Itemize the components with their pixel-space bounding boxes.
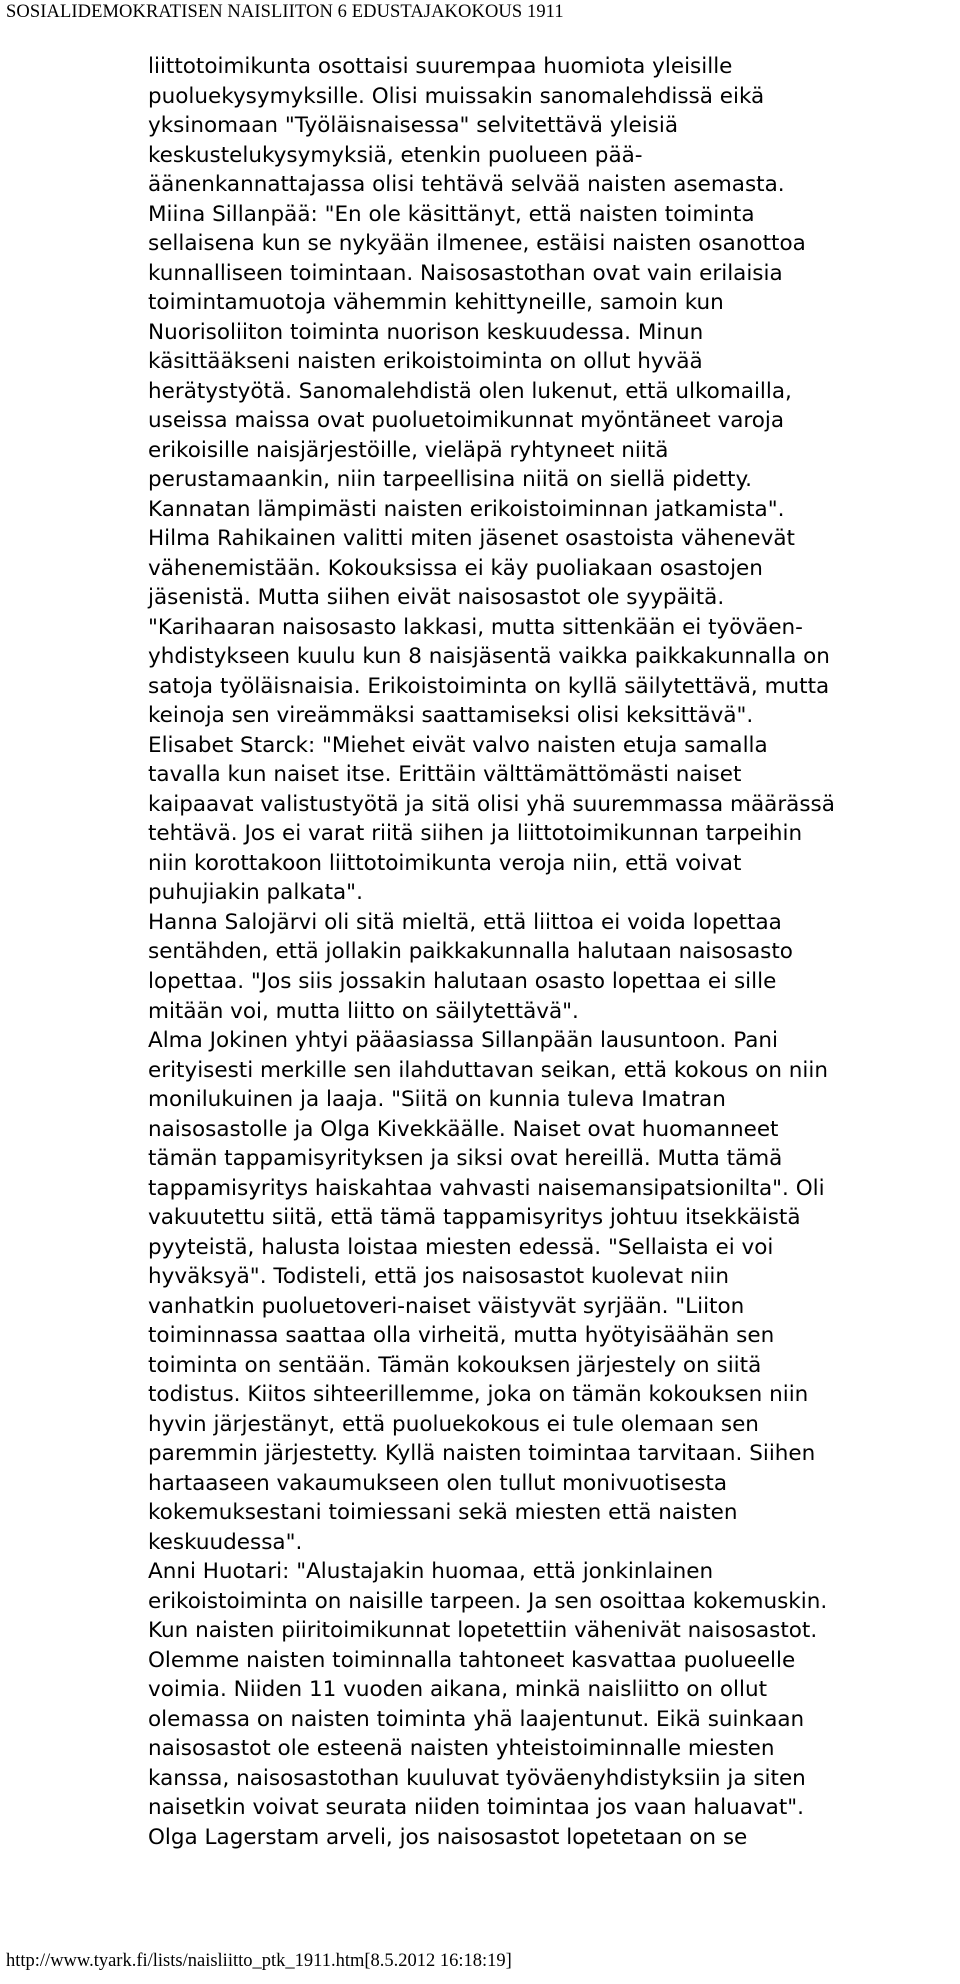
body-text-line: Alma Jokinen yhtyi pääasiassa Sillanpään lausuntoon. Pani: [148, 1028, 778, 1054]
body-text-line: toiminta on sentään. Tämän kokouksen järjestely on siitä: [148, 1352, 762, 1378]
body-text-line: keskuudessa".: [148, 1529, 303, 1555]
body-text-line: monilukuinen ja laaja. "Siitä on kunnia tuleva Imatran: [148, 1087, 726, 1113]
body-text-line: jäsenistä. Mutta siihen eivät naisosastot ole syypäitä.: [148, 585, 725, 611]
body-text-line: todistus. Kiitos sihteerillemme, joka on tämän kokouksen niin: [148, 1382, 809, 1408]
body-text-line: liittotoimikunta osottaisi suurempaa huomiota yleisille: [148, 54, 733, 79]
body-text-line: hartaaseen vakaumukseen olen tullut monivuotisesta: [148, 1470, 727, 1496]
body-text-line: Elisabet Starck: "Miehet eivät valvo naisten etuja samalla: [148, 732, 768, 758]
body-text-line: erityisesti merkille sen ilahduttavan seikan, että kokous on niin: [148, 1057, 828, 1083]
body-text-line: herätystyötä. Sanomalehdistä olen lukenut, että ulkomailla,: [148, 378, 792, 404]
body-text-line: vanhatkin puoluetoveri-naiset väistyvät syrjään. "Liiton: [148, 1293, 745, 1319]
body-text-line: hyvin järjestänyt, että puoluekokous ei tule olemaan sen: [148, 1411, 759, 1437]
page-header-title: SOSIALIDEMOKRATISEN NAISLIITON 6 EDUSTAJAKOKOUS 1911: [6, 2, 564, 22]
body-text-line: perustamaankin, niin tarpeellisina niitä on siellä pidetty.: [148, 467, 752, 493]
body-text-line: "Karihaaran naisosasto lakkasi, mutta sittenkään ei työväen-: [148, 614, 803, 640]
body-text-line: sellaisena kun se nykyään ilmenee, estäisi naisten osanottoa: [148, 231, 806, 257]
body-text-line: paremmin järjestetty. Kyllä naisten toimintaa tarvitaan. Siihen: [148, 1441, 816, 1467]
body-text-line: lopettaa. "Jos siis jossakin halutaan osasto lopettaa ei sille: [148, 968, 777, 994]
body-text-line: vakuutettu siitä, että tämä tappamisyritys johtuu itsekkäistä: [148, 1205, 801, 1231]
body-text-line: keinoja sen vireämmäksi saattamiseksi olisi keksittävä".: [148, 703, 754, 729]
body-text-line: Kun naisten piiritoimikunnat lopetettiin vähenivät naisosastot.: [148, 1618, 818, 1644]
body-text-line: yhdistykseen kuulu kun 8 naisjäsentä vaikka paikkakunnalla on: [148, 644, 830, 670]
body-text-line: voimia. Niiden 11 vuoden aikana, minkä naisliitto on ollut: [148, 1677, 768, 1703]
body-text-line: vähenemistään. Kokouksissa ei käy puoliakaan osastojen: [148, 555, 763, 581]
body-text-line: käsittääkseni naisten erikoistoiminta on ollut hyvää: [148, 349, 703, 375]
document-body: [148, 52, 938, 1852]
body-text-line: naisetkin voivat seurata niiden toimintaa jos vaan haluavat".: [148, 1795, 804, 1821]
body-text-line: erikoistoiminta on naisille tarpeen. Ja sen osoittaa kokemuskin.: [148, 1588, 828, 1614]
body-text-line: satoja työläisnaisia. Erikoistoiminta on kyllä säilytettävä, mutta: [148, 673, 830, 699]
body-text-line: Kannatan lämpimästi naisten erikoistoiminnan jatkamista".: [148, 496, 785, 522]
body-text-line: kunnalliseen toimintaan. Naisosastothan ovat vain erilaisia: [148, 260, 783, 286]
body-text-line: yksinomaan "Työläisnaisessa" selvitettävä yleisiä: [148, 113, 679, 139]
body-text-line: Olemme naisten toiminnalla tahtoneet kasvattaa puolueelle: [148, 1647, 796, 1673]
body-text-line: useissa maissa ovat puoluetoimikunnat myöntäneet varoja: [148, 408, 785, 434]
body-text-line: tappamisyritys haiskahtaa vahvasti naisemansipatsionilta". Oli: [148, 1175, 825, 1201]
body-text-line: kaipaavat valistustyötä ja sitä olisi yhä suuremmassa määrässä: [148, 791, 835, 817]
body-text-line: kokemuksestani toimiessani sekä miesten että naisten: [148, 1500, 738, 1526]
body-text-line: mitään voi, mutta liitto on säilytettävä".: [148, 998, 579, 1024]
body-text-line: kanssa, naisosastothan kuuluvat työväenyhdistyksiin ja siten: [148, 1765, 806, 1791]
body-text-line: äänenkannattajassa olisi tehtävä selvää naisten asemasta.: [148, 172, 785, 198]
page-footer-url: http://www.tyark.fi/lists/naisliitto_ptk_1911.htm[8.5.2012 16:18:19]: [6, 1951, 512, 1971]
body-text-line: niin korottakoon liittotoimikunta veroja niin, että voivat: [148, 850, 742, 876]
body-text-line: sentähden, että jollakin paikkakunnalla halutaan naisosasto: [148, 939, 793, 965]
body-text-line: Nuorisoliiton toiminta nuorison keskuudessa. Minun: [148, 319, 704, 345]
body-text-line: Hanna Salojärvi oli sitä mieltä, että liittoa ei voida lopettaa: [148, 909, 782, 935]
body-text-line: pyyteistä, halusta loistaa miesten edessä. "Sellaista ei voi: [148, 1234, 774, 1260]
body-text-line: tavalla kun naiset itse. Erittäin välttämättömästi naiset: [148, 762, 742, 788]
body-text-line: puhujiakin palkata".: [148, 880, 363, 906]
body-text-line: olemassa on naisten toiminta yhä laajentunut. Eikä suinkaan: [148, 1706, 805, 1732]
body-text-line: keskustelukysymyksiä, etenkin puolueen pää-: [148, 142, 643, 168]
body-text-line: Hilma Rahikainen valitti miten jäsenet osastoista vähenevät: [148, 526, 795, 552]
body-text-line: erikoisille naisjärjestöille, vieläpä ryhtyneet niitä: [148, 437, 669, 463]
body-text-line: puoluekysymyksille. Olisi muissakin sanomalehdissä eikä: [148, 83, 765, 109]
body-text-line: tehtävä. Jos ei varat riitä siihen ja liittotoimikunnan tarpeihin: [148, 821, 803, 847]
body-text-line: hyväksyä". Todisteli, että jos naisosastot kuolevat niin: [148, 1264, 730, 1290]
body-text-line: naisosastot ole esteenä naisten yhteistoiminnalle miesten: [148, 1736, 775, 1762]
body-text-line: naisosastolle ja Olga Kivekkäälle. Naiset ovat huomanneet: [148, 1116, 779, 1142]
body-text-line: Anni Huotari: "Alustajakin huomaa, että jonkinlainen: [148, 1559, 714, 1585]
body-text-line: tämän tappamisyrityksen ja siksi ovat hereillä. Mutta tämä: [148, 1146, 783, 1172]
body-text-line: toimintamuotoja vähemmin kehittyneille, samoin kun: [148, 290, 724, 316]
body-text-line: Miina Sillanpää: "En ole käsittänyt, että naisten toiminta: [148, 201, 755, 227]
body-text-line: toiminnassa saattaa olla virheitä, mutta hyötyisäähän sen: [148, 1323, 775, 1349]
body-text-line: Olga Lagerstam arveli, jos naisosastot lopetetaan on se: [148, 1824, 748, 1850]
